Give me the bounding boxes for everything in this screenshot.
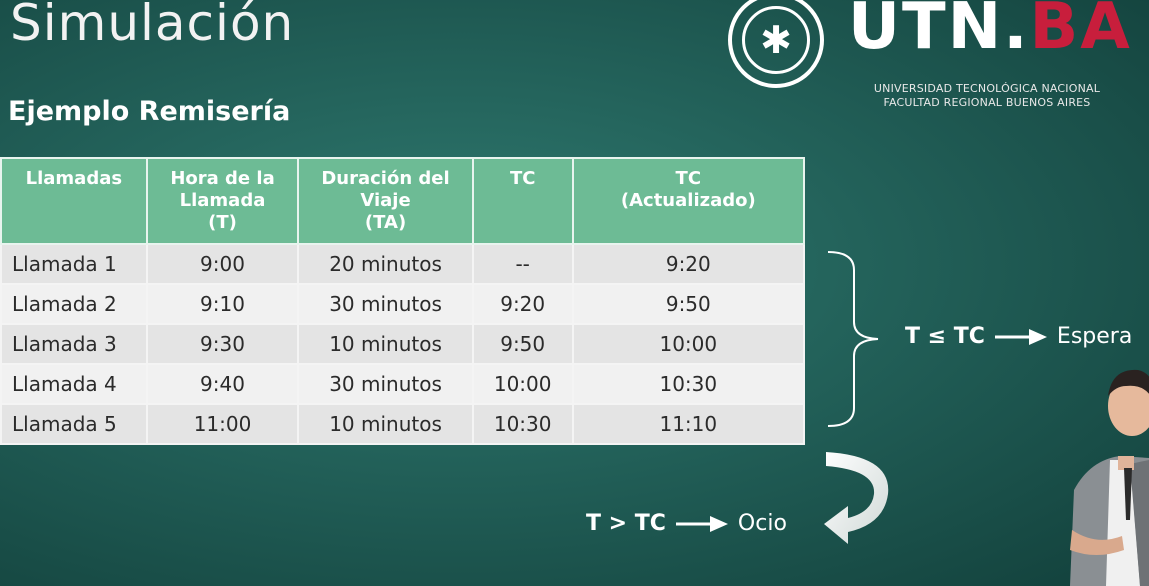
cell-call: Llamada 1 (1, 244, 147, 284)
cell-duration: 30 minutos (298, 284, 472, 324)
header-trip-duration: Duración del Viaje (TA) (298, 158, 472, 244)
idle-condition: T > TC (586, 511, 666, 536)
calls-table (0, 157, 805, 445)
cell-time: 9:10 (147, 284, 299, 324)
cell-duration: 20 minutos (298, 244, 472, 284)
wait-condition: T ≤ TC (905, 324, 985, 349)
logo-utn: UTN. (848, 0, 1030, 64)
cell-time: 11:00 (147, 404, 299, 444)
logo-faculty-name: FACULTAD REGIONAL BUENOS AIRES (883, 96, 1091, 109)
cell-tc: -- (473, 244, 573, 284)
cell-time: 9:30 (147, 324, 299, 364)
cell-time: 9:40 (147, 364, 299, 404)
logo-ba: BA (1029, 0, 1132, 64)
idle-label: Ocio (737, 511, 787, 536)
wait-annotation (905, 324, 1132, 349)
cell-tc-updated: 10:30 (573, 364, 804, 404)
idle-annotation (586, 511, 787, 536)
utn-ba-logo (726, 0, 1146, 120)
curved-arrow-icon (818, 448, 898, 548)
cell-duration: 30 minutos (298, 364, 472, 404)
logo-university-name: UNIVERSIDAD TECNOLÓGICA NACIONAL (873, 82, 1101, 95)
cell-call: Llamada 5 (1, 404, 147, 444)
logo-wordmark (848, 0, 1132, 64)
cell-tc-updated: 9:50 (573, 284, 804, 324)
header-call-time: Hora de la Llamada (T) (147, 158, 299, 244)
table-row (1, 284, 804, 324)
cell-call: Llamada 3 (1, 324, 147, 364)
cell-tc: 10:30 (473, 404, 573, 444)
right-brace-icon (822, 250, 882, 428)
cell-duration: 10 minutos (298, 404, 472, 444)
table-header-row (1, 158, 804, 244)
emblem-icon: ✱ (728, 0, 824, 88)
slide-subtitle: Ejemplo Remisería (8, 96, 291, 127)
wait-label: Espera (1056, 324, 1133, 349)
cell-tc: 9:20 (473, 284, 573, 324)
table-row (1, 364, 804, 404)
cell-tc-updated: 11:10 (573, 404, 804, 444)
header-tc: TC (473, 158, 573, 244)
arrow-right-icon (993, 327, 1049, 347)
cell-tc-updated: 9:20 (573, 244, 804, 284)
cell-call: Llamada 4 (1, 364, 147, 404)
cell-call: Llamada 2 (1, 284, 147, 324)
slide-title: Simulación (10, 0, 295, 52)
table-row (1, 404, 804, 444)
cell-time: 9:00 (147, 244, 299, 284)
cell-tc: 9:50 (473, 324, 573, 364)
arrow-right-icon (674, 514, 730, 534)
cell-tc: 10:00 (473, 364, 573, 404)
cell-tc-updated: 10:00 (573, 324, 804, 364)
header-calls: Llamadas (1, 158, 147, 244)
table-row (1, 244, 804, 284)
cell-duration: 10 minutos (298, 324, 472, 364)
header-tc-updated: TC (Actualizado) (573, 158, 804, 244)
presenter-avatar (1060, 360, 1149, 586)
table-row (1, 324, 804, 364)
